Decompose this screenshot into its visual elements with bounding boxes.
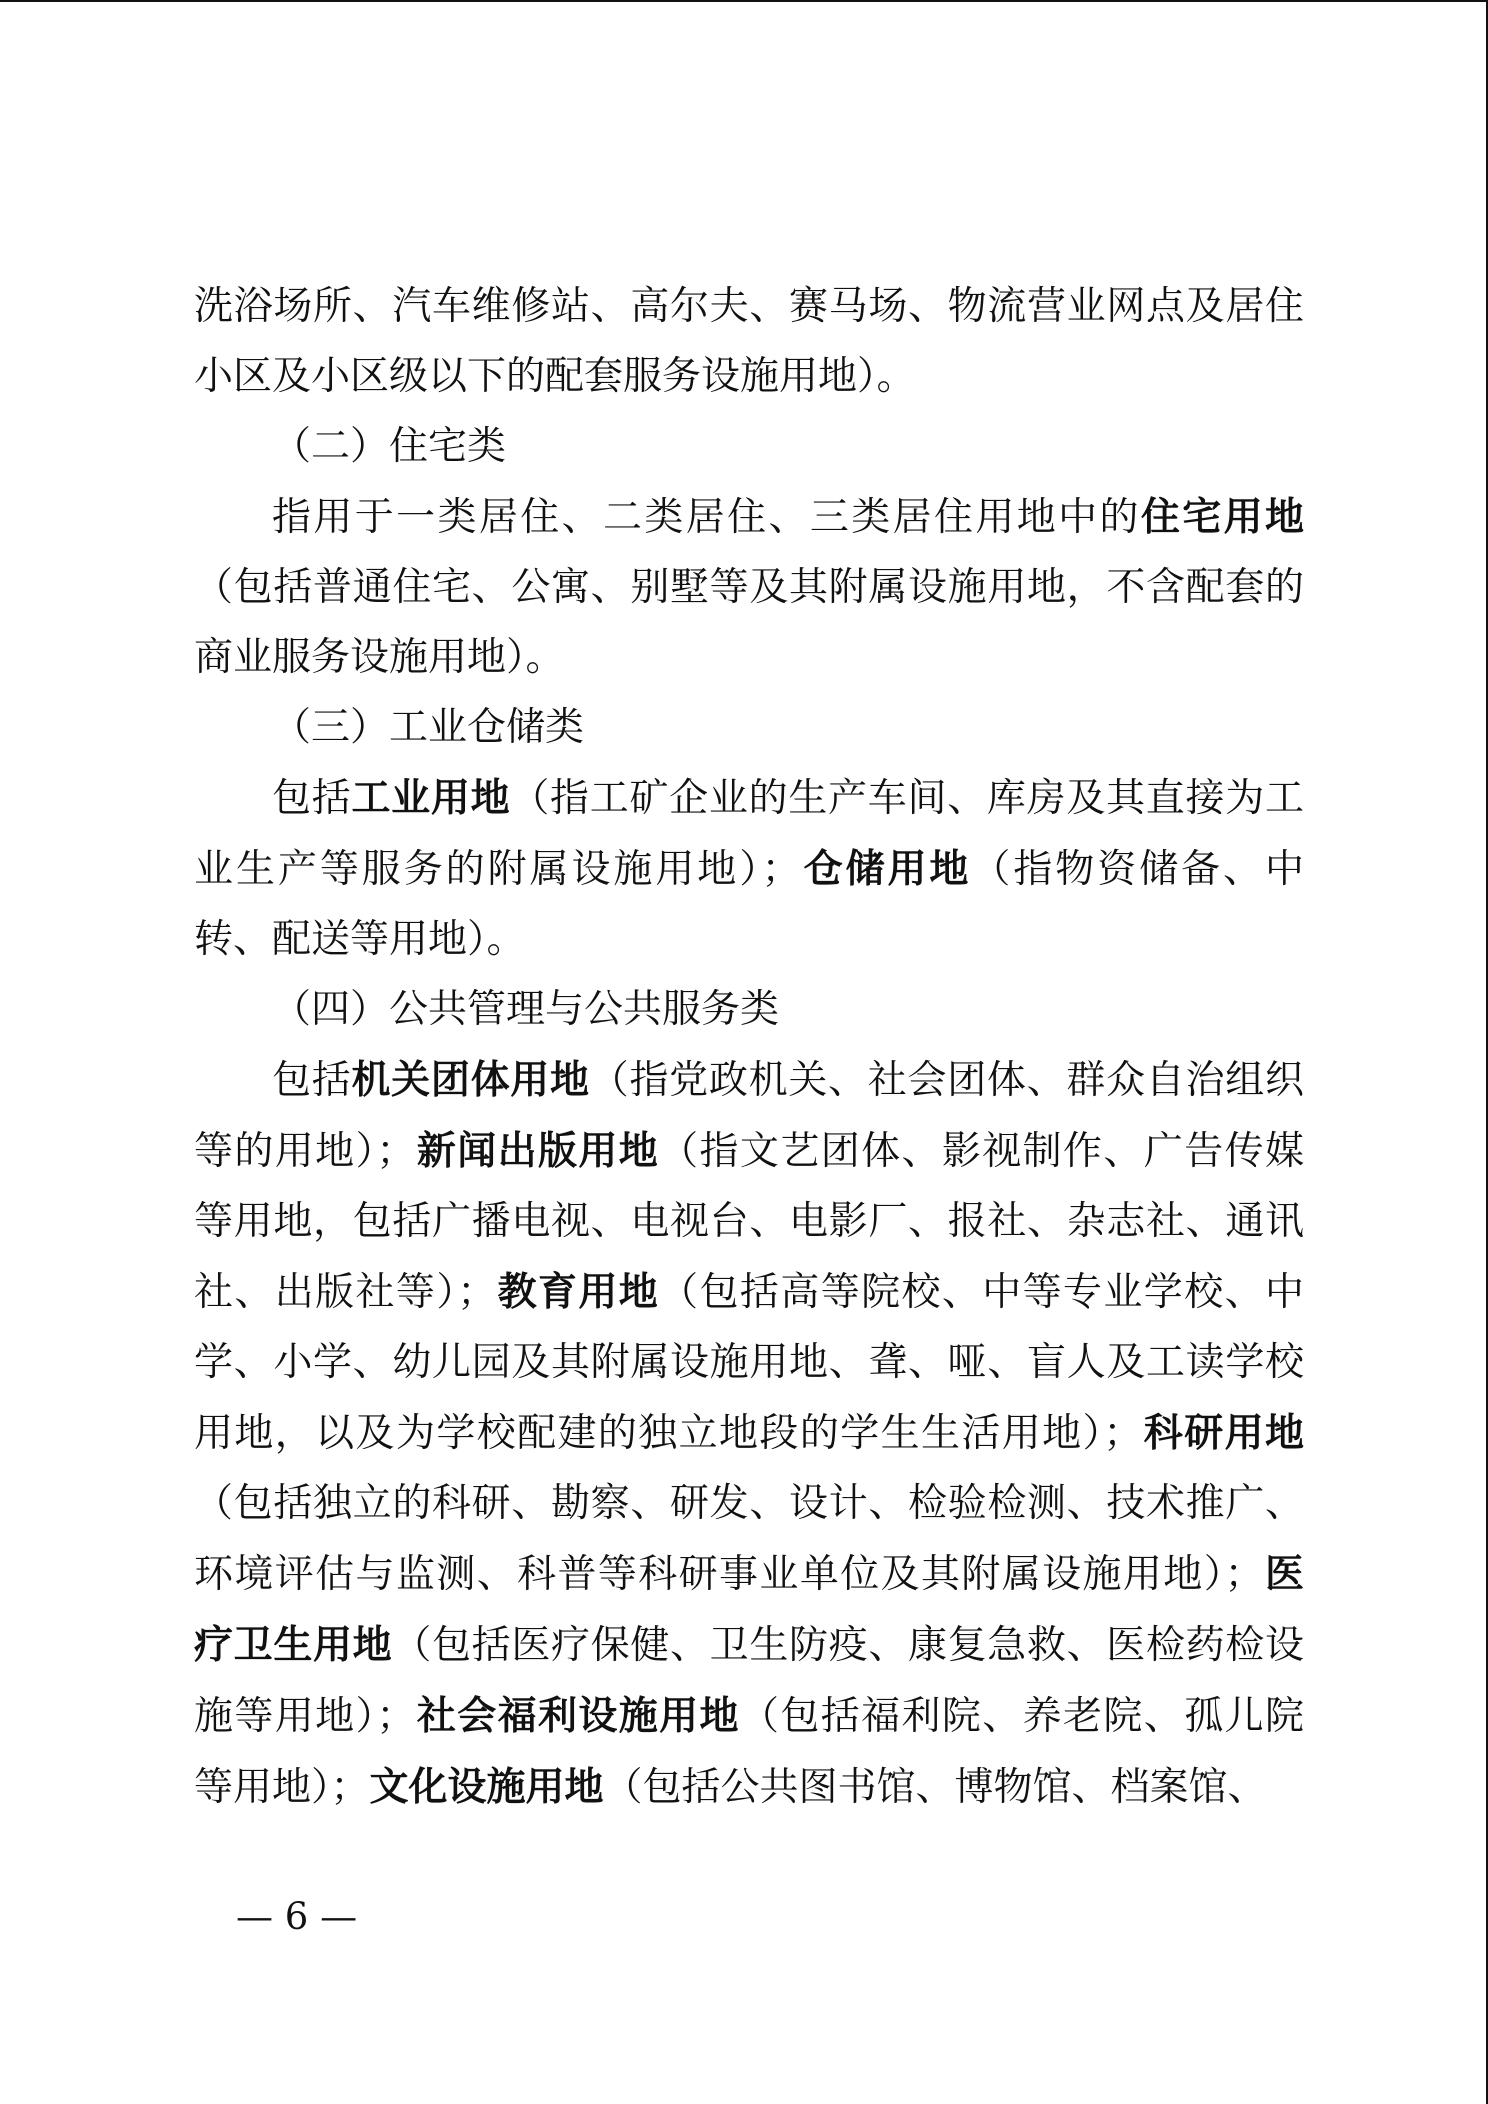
- paragraph-text: （指党政机关、社会团体、群众自治组织等的用地）；: [194, 1058, 1304, 1174]
- paragraph-text: （指文艺团体、影视制作、广告传媒等用地，包括广播电视、电视台、电影厂、报社、杂志社、通讯社、出版社等）；: [194, 1129, 1304, 1315]
- paragraph-text: （四）公共管理与公共服务类: [272, 987, 780, 1032]
- bold-term: 仓储用地: [800, 846, 972, 892]
- bold-term: 机关团体用地: [351, 1057, 590, 1103]
- paragraph-text: （指物资储备、中转、配送等用地）。: [194, 847, 1304, 962]
- paragraph-text: 包括: [272, 1058, 352, 1103]
- body-paragraph: [194, 763, 1304, 975]
- paragraph-text: （二）住宅类: [272, 424, 507, 469]
- section-heading: [194, 693, 1304, 763]
- bold-term: 工业用地: [351, 775, 511, 821]
- section-heading: [194, 975, 1304, 1045]
- document-body: [194, 272, 1304, 1823]
- bold-term: 教育用地: [496, 1269, 660, 1315]
- paragraph-text: （包括福利院、养老院、孤儿院等用地）；: [194, 1694, 1304, 1810]
- bold-term: 科研用地: [1142, 1410, 1304, 1456]
- paragraph-text: 指用于一类居住、二类居住、三类居住用地中的: [272, 495, 1141, 540]
- bold-term: 医疗卫生用地: [194, 1551, 1304, 1668]
- paragraph-text: 包括: [272, 776, 352, 821]
- body-paragraph: [194, 272, 1304, 412]
- bold-term: 住宅用地: [1140, 494, 1304, 540]
- body-paragraph: [194, 1045, 1304, 1823]
- paragraph-text: （包括公共图书馆、博物馆、档案馆、: [603, 1765, 1267, 1810]
- paragraph-text: 洗浴场所、汽车维修站、高尔夫、赛马场、物流营业网点及居住小区及小区级以下的配套服务设施用地）。: [194, 284, 1304, 399]
- paragraph-text: （三）工业仓储类: [272, 705, 585, 750]
- paragraph-text: （包括普通住宅、公寓、别墅等及其附属设施用地，不含配套的商业服务设施用地）。: [194, 565, 1304, 680]
- bold-term: 社会福利设施用地: [415, 1693, 740, 1739]
- bold-term: 新闻出版用地: [415, 1128, 660, 1174]
- paragraph-text: （包括高等院校、中等专业学校、中学、小学、幼儿园及其附属设施用地、聋、哑、盲人及工读学校用地，以及为学校配建的独立地段的学生生活用地）；: [194, 1270, 1304, 1456]
- paragraph-text: （包括医疗保健、卫生防疫、康复急救、医检药检设施等用地）；: [194, 1623, 1304, 1739]
- page-number: — 6 —: [236, 1895, 358, 1938]
- bold-term: 文化设施用地: [369, 1764, 604, 1810]
- section-heading: [194, 412, 1304, 482]
- body-paragraph: [194, 482, 1304, 693]
- paragraph-text: （指工矿企业的生产车间、库房及其直接为工业生产等服务的附属设施用地）；: [194, 776, 1304, 892]
- top-border-line: [0, 0, 1488, 2]
- paragraph-text: （包括独立的科研、勘察、研发、设计、检验检测、技术推广、环境评估与监测、科普等科研事业单位及其附属设施用地）；: [194, 1481, 1304, 1597]
